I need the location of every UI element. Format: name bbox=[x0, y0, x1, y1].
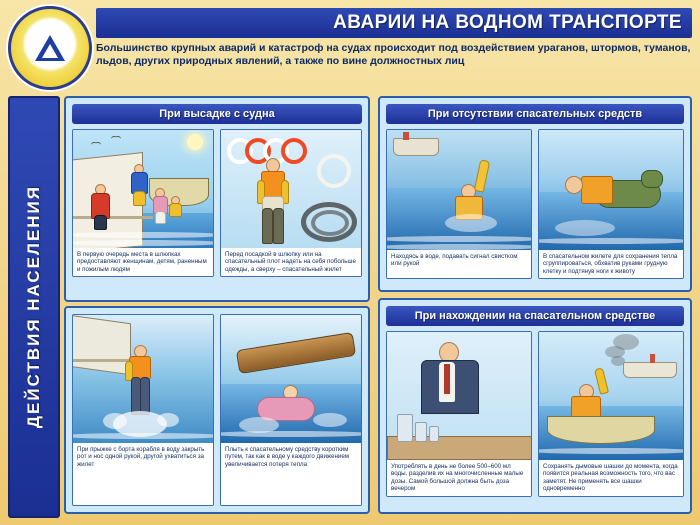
card-helps-posture bbox=[538, 129, 684, 279]
card-row bbox=[72, 129, 362, 277]
caption: В спасательном жилете для сохранения тепла сгруппироваться, обхватив руками грудную клетку и подтянув ноги к животу bbox=[539, 250, 683, 278]
emercom-star-icon bbox=[8, 6, 92, 90]
sidebar-label: ДЕЙСТВИЯ НАСЕЛЕНИЯ bbox=[24, 185, 43, 429]
panel-embark bbox=[64, 96, 370, 302]
caption: Перед посадкой в шлюпку или на спасательный плот надеть на себя побольше одежды, а сверху – спасательный жилет bbox=[221, 248, 361, 276]
card-wave-signal bbox=[386, 129, 532, 279]
illustration-smoke-signal bbox=[539, 332, 683, 460]
panel-embark-continued bbox=[64, 306, 370, 514]
panel-on-lifesaving-means bbox=[378, 298, 692, 514]
caption: Сохранять дымовые шашки до момента, когда появится реальная возможность того, что вас заметят. Не применять все шашки одновременно bbox=[539, 460, 683, 496]
panel-title-no-means: При отсутствии спасательных средств bbox=[386, 104, 684, 124]
panel-title-embark: При высадке с судна bbox=[72, 104, 362, 124]
card-row bbox=[72, 314, 362, 506]
page-title: АВАРИИ НА ВОДНОМ ТРАНСПОРТЕ bbox=[333, 12, 682, 33]
logo-triangle bbox=[35, 35, 65, 61]
card-jumping-overboard bbox=[72, 314, 214, 506]
illustration-helps-posture bbox=[539, 130, 683, 250]
panel-no-lifesaving-means bbox=[378, 96, 692, 292]
illustration-wave-signal bbox=[387, 130, 531, 250]
card-swim-to-raft bbox=[220, 314, 362, 506]
illustration-deck-boarding bbox=[73, 130, 213, 248]
card-smoke-signal bbox=[538, 331, 684, 497]
panel-title-on-means: При нахождении на спасательном средстве bbox=[386, 306, 684, 326]
caption: Плыть к спасательному средству коротким путем, так как в воде у каждого движением увеличивается потеря тепла bbox=[221, 443, 361, 505]
caption: При прыжке с борта корабля в воду закрыть рот и нос одной рукой, другой ухватиться за жилет bbox=[73, 443, 213, 505]
illustration-swimming bbox=[221, 315, 361, 443]
poster-header bbox=[0, 0, 700, 92]
caption: Находясь в воде, подавать сигнал свистком или рукой bbox=[387, 250, 531, 278]
title-bar bbox=[96, 8, 692, 38]
illustration-lifevest bbox=[221, 130, 361, 248]
card-row bbox=[386, 331, 684, 497]
sidebar-vertical-band bbox=[8, 96, 60, 518]
lead-paragraph: Большинство крупных аварий и катастроф на судах происходит под воздействием ураганов, штормов, туманов, льдов, других природных явлений, а также по вине должностных лиц bbox=[96, 42, 691, 67]
card-deck-boarding bbox=[72, 129, 214, 277]
illustration-jumping bbox=[73, 315, 213, 443]
illustration-water-ration bbox=[387, 332, 531, 460]
card-water-ration bbox=[386, 331, 532, 497]
caption: Употреблять в день не более 500–600 мл воды, разделив их на многочисленные малые дозы. Самой большой должна быть доза вечером bbox=[387, 460, 531, 496]
caption: В первую очередь места в шлюпках предоставляют женщинам, детям, раненным и пожилым людям bbox=[73, 248, 213, 276]
card-row bbox=[386, 129, 684, 279]
card-lifevest bbox=[220, 129, 362, 277]
